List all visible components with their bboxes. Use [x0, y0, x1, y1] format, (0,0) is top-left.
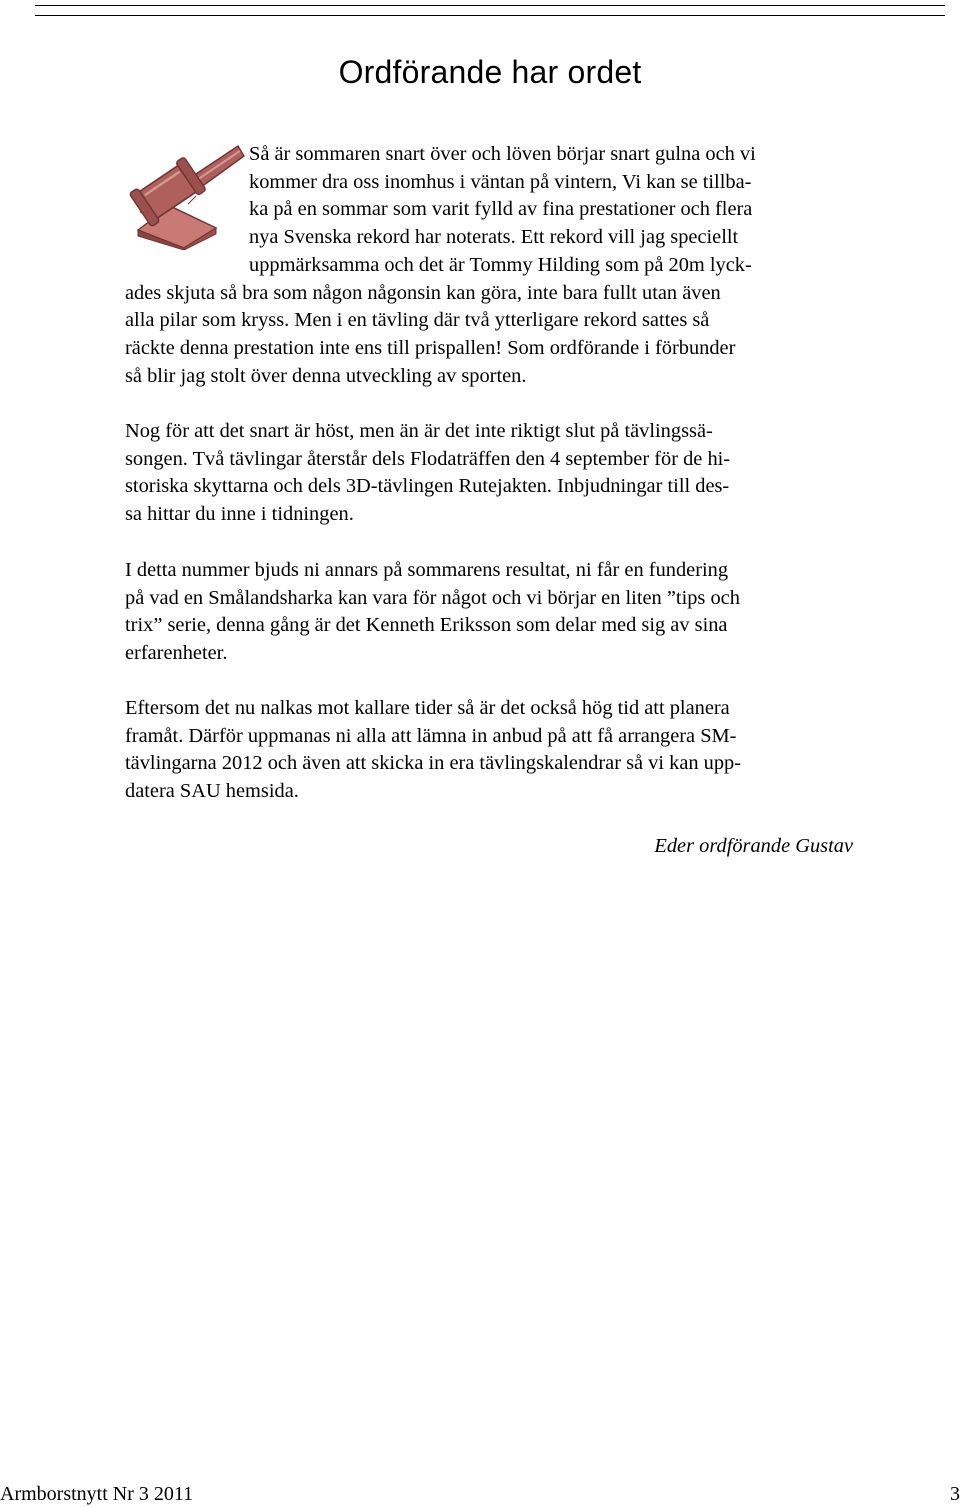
footer-page-number: 3 — [950, 1483, 960, 1505]
paragraph-season — [125, 418, 855, 529]
text-line: trix” serie, denna gång är det Kenneth Eriksson som delar med sig av sina — [125, 614, 728, 637]
text-line: I detta nummer bjuds ni annars på sommarens resultat, ni får en fundering — [125, 559, 729, 581]
text-line: datera SAU hemsida. — [125, 780, 299, 803]
text-line: uppmärksamma och det är Tommy Hilding som på 20m lyck- — [249, 253, 752, 276]
text-line: sa hittar du inne i tidningen. — [125, 503, 354, 526]
paragraph-planning — [125, 695, 855, 806]
text-line: Nog för att det snart är höst, men än är det inte riktigt slut på tävlingssä- — [125, 420, 713, 442]
text-line: ka på en sommar som varit fylld av fina prestationer och flera — [249, 198, 753, 221]
text-line: på vad en Smålandsharka kan vara för något och vi börjar en liten ”tips och — [125, 586, 740, 609]
text-line: Eftersom det nu nalkas mot kallare tider så är det också hög tid att planera — [125, 697, 730, 719]
text-line: Så är sommaren snart över och löven börjar snart gulna och vi — [249, 143, 756, 165]
signature: Eder ordförande Gustav — [654, 835, 853, 857]
paragraph-intro — [125, 141, 855, 390]
page-title: Ordförande har ordet — [338, 54, 642, 90]
header-rule-top — [35, 5, 945, 6]
text-line: erfarenheter. — [125, 642, 228, 665]
text-line: nya Svenska rekord har noterats. Ett rekord vill jag speciellt — [249, 226, 739, 249]
footer-publication: Armborstnytt Nr 3 2011 — [0, 1483, 194, 1505]
paragraph-issue-contents — [125, 557, 855, 668]
text-line: tävlingarna 2012 och även att skicka in era tävlingskalendrar så vi kan upp- — [125, 752, 742, 775]
text-line: kommer dra oss inomhus i väntan på vintern, Vi kan se tillba- — [249, 170, 752, 193]
text-line: framåt. Därför uppmanas ni alla att lämna in anbud på att få arrangera SM- — [125, 724, 737, 747]
text-line: räckte denna prestation inte ens till prispallen! Som ordförande i förbunder — [125, 336, 736, 359]
text-line: ades skjuta så bra som någon någonsin kan göra, inte bara fullt utan även — [125, 281, 721, 304]
text-line: songen. Två tävlingar återstår dels Flodaträffen den 4 september för de hi- — [125, 447, 731, 470]
text-line: storiska skyttarna och dels 3D-tävlingen Rutejakten. Inbjudningar till des- — [125, 475, 730, 498]
text-line: så blir jag stolt över denna utveckling av sporten. — [125, 364, 527, 387]
header-rule-bottom — [35, 15, 945, 16]
text-line: alla pilar som kryss. Men i en tävling där två ytterligare rekord sattes så — [125, 309, 710, 332]
